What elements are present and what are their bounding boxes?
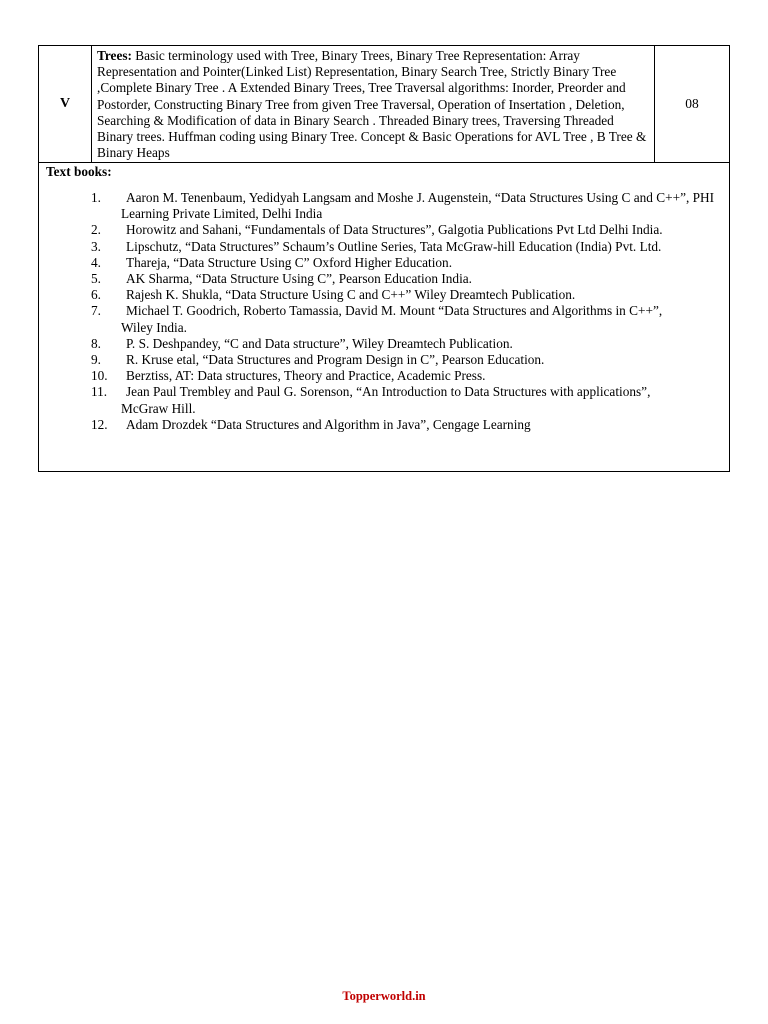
list-item-number: 8.: [91, 335, 101, 351]
list-item-text: Horowitz and Sahani, “Fundamentals of Data Structures”, Galgotia Publications Pvt Ltd Delhi India.: [126, 222, 663, 238]
footer-site-name: Topperworld.in: [342, 989, 426, 1003]
list-item-number: 6.: [91, 287, 101, 303]
list-item: [46, 303, 729, 335]
list-item-text: Aaron M. Tenenbaum, Yedidyah Langsam and Moshe J. Augenstein, “Data Structures Using C and C++”, PHI: [126, 190, 715, 205]
list-item-number: 1.: [91, 190, 101, 205]
unit-title: Trees:: [97, 48, 132, 63]
list-item: [46, 271, 729, 287]
list-item-number: 3.: [91, 238, 101, 254]
list-item: [46, 239, 729, 255]
textbooks-heading: Text books:: [46, 164, 112, 179]
list-item-text: Michael T. Goodrich, Roberto Tamassia, David M. Mount “Data Structures and Algorithms in C++”,: [126, 303, 663, 319]
textbook-list: [46, 190, 729, 433]
list-item: [46, 190, 729, 222]
list-item-text: Jean Paul Trembley and Paul G. Sorenson, “An Introduction to Data Structures with applications”,: [126, 384, 651, 400]
list-item-text: Thareja, “Data Structure Using C” Oxford Higher Education.: [126, 254, 453, 270]
list-item-number: 7.: [91, 303, 101, 319]
unit-number: V: [39, 46, 92, 162]
list-item-number: 9.: [91, 352, 101, 368]
list-item-continuation: Learning Private Limited, Delhi India: [121, 206, 323, 222]
list-item-number: 10.: [91, 368, 108, 384]
list-item: [46, 417, 729, 433]
list-item-text: Berztiss, AT: Data structures, Theory and Practice, Academic Press.: [126, 368, 486, 384]
list-item-text: Rajesh K. Shukla, “Data Structure Using C and C++” Wiley Dreamtech Publication.: [126, 287, 576, 303]
unit-content: [92, 46, 655, 162]
list-item: [46, 336, 729, 352]
unit-description: Basic terminology used with Tree, Binary Trees, Binary Tree Representation: Array Representation and Pointer(Linked List) Representation, Binary Search Tree, Strictly Binary Tree ,Complete Binary Tree . A Extended Binary Trees, Tree Traversal algorithms: Inorder, Preorder and Postorder, Constructing Binary Tree from given Tree Traversal, Operation of Insertation , Deletion, Searching & Modification of data in Binary Search . Threaded Binary trees, Traversing Threaded Binary trees. Huffman coding using Binary Tree. Concept & Basic Operations for AVL Tree , B Tree & Binary Heaps: [97, 48, 647, 161]
syllabus-table: [38, 45, 730, 472]
list-item: [46, 255, 729, 271]
list-item-continuation: McGraw Hill.: [121, 400, 196, 416]
list-item-number: 4.: [91, 254, 101, 270]
unit-row: [39, 46, 729, 163]
list-item-number: 12.: [91, 416, 108, 432]
list-item-number: 2.: [91, 222, 101, 238]
list-item-number: 5.: [91, 271, 101, 287]
list-item: [46, 352, 729, 368]
list-item-text: P. S. Deshpandey, “C and Data structure”, Wiley Dreamtech Publication.: [126, 335, 513, 351]
unit-hours: 08: [685, 96, 699, 111]
list-item-text: R. Kruse etal, “Data Structures and Program Design in C”, Pearson Education.: [126, 352, 545, 368]
list-item: [46, 384, 729, 416]
list-item-text: Adam Drozdek “Data Structures and Algorithm in Java”, Cengage Learning: [126, 416, 531, 432]
list-item-continuation: Wiley India.: [121, 319, 187, 335]
textbooks-section: [39, 163, 729, 433]
list-item: [46, 368, 729, 384]
list-item: [46, 222, 729, 238]
list-item-text: Lipschutz, “Data Structures” Schaum’s Outline Series, Tata McGraw-hill Education (India) Pvt. Ltd.: [126, 238, 662, 254]
list-item: [46, 287, 729, 303]
list-item-number: 11.: [91, 384, 108, 400]
list-item-text: AK Sharma, “Data Structure Using C”, Pearson Education India.: [126, 271, 472, 287]
